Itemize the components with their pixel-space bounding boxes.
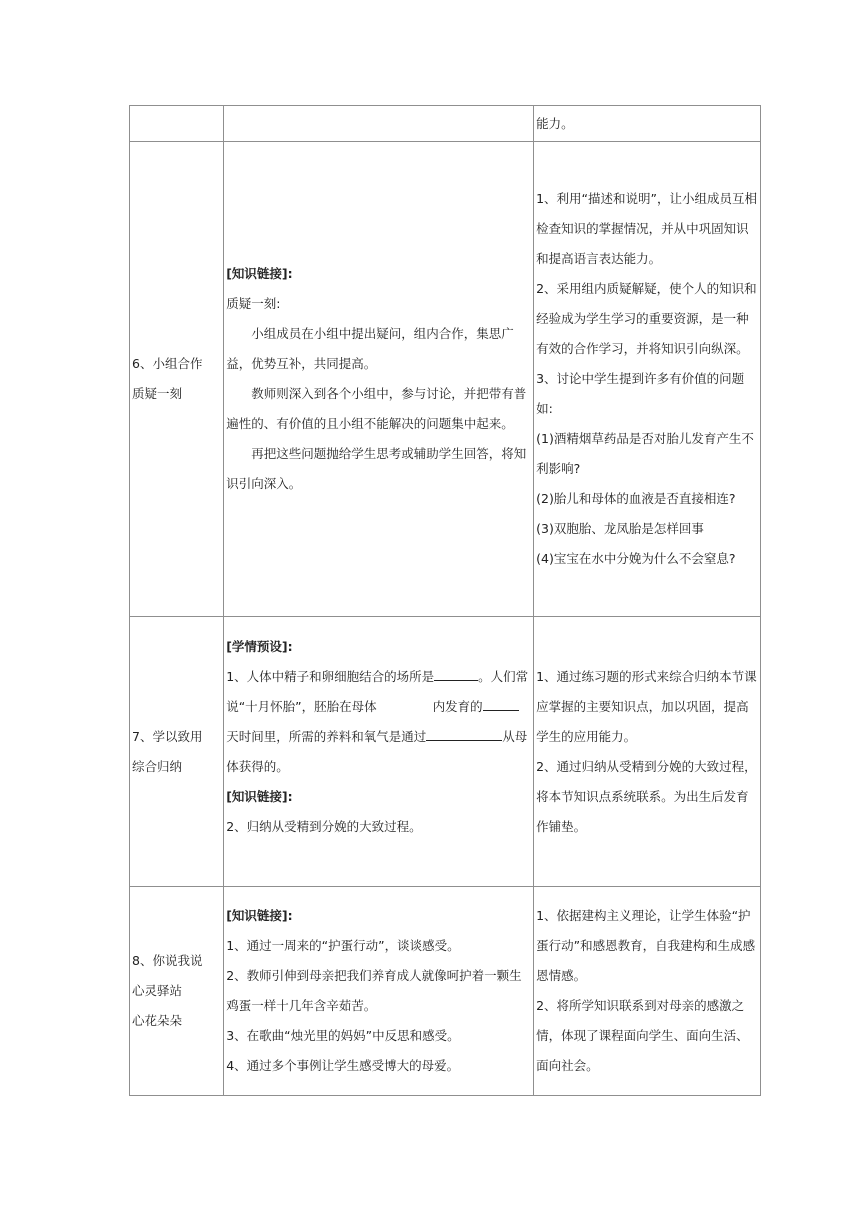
intent-line: 1、利用“描述和说明”，让小组成员互相检查知识的掌握情况，并从中巩固知识和提高语言表达能力。 (536, 191, 758, 266)
intent-cell (534, 617, 761, 887)
question-text: 1、人体中精子和卵细胞结合的场所是 (226, 668, 435, 684)
spacer-line (226, 842, 531, 872)
lesson-plan-table (129, 105, 761, 1096)
activity-line: 小组成员在小组中提出疑问，组内合作，集思广益，优势互补，共同提高。 (226, 326, 514, 371)
intent-cell (534, 142, 761, 617)
table-row (130, 887, 761, 1096)
intent-line: 1、通过练习题的形式来综合归纳本节课应掌握的主要知识点，加以巩固，提高学生的应用能力。 (536, 668, 757, 744)
question-text: 从母体获得的。 (226, 728, 528, 774)
activity-line: 2、教师引伸到母亲把我们养育成人就像呵护着一颗生鸡蛋一样十几年含辛茹苦。 (226, 968, 522, 1013)
fill-blank (426, 727, 502, 741)
intent-line: (2)胎儿和母体的血液是否直接相连? (536, 491, 736, 506)
intent-line: 2、将所学知识联系到对母亲的感激之情，体现了课程面向学生、面向生活、面向社会。 (536, 998, 749, 1073)
stage-cell (130, 106, 224, 142)
stage-label: 心灵驿站 (132, 983, 183, 998)
knowledge-link-heading: [知识链接]: (226, 266, 293, 281)
activity-cell (224, 617, 534, 887)
activity-line: 教师则深入到各个小组中，参与讨论，并把带有普遍性的、有价值的且小组不能解决的问题集中起来。 (226, 386, 527, 431)
activity-line: 1、通过一周来的“护蛋行动”，谈谈感受。 (226, 938, 460, 953)
table-row (130, 142, 761, 617)
question-text: 天时间里，所需的养料和氧气是通过 (226, 728, 427, 744)
intent-line: (3)双胞胎、龙凤胎是怎样回事 (536, 521, 704, 536)
intent-line: (1)酒精烟草药品是否对胎儿发育产生不利影响? (536, 431, 754, 476)
activity-cell (224, 142, 534, 617)
stage-label: 7、学以致用 (132, 728, 203, 744)
activity-line: 再把这些问题抛给学生思考或辅助学生回答，将知识引向深入。 (226, 446, 527, 491)
learning-preset-heading: [学情预设]: (226, 638, 293, 654)
intent-line: 2、通过归纳从受精到分娩的大致过程，将本节知识点系统联系。为出生后发育作铺垫。 (536, 758, 757, 834)
table-row (130, 106, 761, 142)
table-row (130, 617, 761, 887)
stage-cell (130, 887, 224, 1096)
intent-line: 2、采用组内质疑解疑，使个人的知识和经验成为学生学习的重要资源，是一种有效的合作学习，并将知识引向纵深。 (536, 281, 757, 356)
stage-cell (130, 617, 224, 887)
stage-label: 8、你说我说 (132, 953, 203, 968)
exercise-question (226, 662, 531, 782)
intent-line: 3、讨论中学生提到许多有价值的问题如: (536, 371, 745, 416)
question-text: 内发育的 (432, 698, 483, 714)
activity-cell (224, 887, 534, 1096)
knowledge-link-heading: [知识链接]: (226, 908, 293, 923)
fill-blank (483, 697, 519, 711)
stage-label: 6、小组合作 (132, 356, 203, 371)
activity-line: 3、在歌曲“烛光里的妈妈”中反思和感受。 (226, 1028, 460, 1043)
stage-label: 综合归纳 (132, 758, 183, 774)
activity-line: 质疑一刻: (226, 296, 281, 311)
intent-line: (4)宝宝在水中分娩为什么不会窒息? (536, 551, 736, 566)
intent-cell (534, 106, 761, 142)
activity-line: 4、通过多个事例让学生感受博大的母爱。 (226, 1058, 460, 1073)
fill-blank (434, 667, 478, 681)
stage-label: 心花朵朵 (132, 1013, 183, 1028)
stage-label: 质疑一刻 (132, 386, 183, 401)
knowledge-link-heading: [知识链接]: (226, 788, 293, 804)
activity-cell (224, 106, 534, 142)
intent-line: 能力。 (536, 115, 574, 131)
activity-line: 2、归纳从受精到分娩的大致过程。 (226, 818, 422, 834)
question-text: 。人们常说“十月怀胎”，胚胎在母体 (226, 668, 529, 714)
intent-cell (534, 887, 761, 1096)
intent-line: 1、依据建构主义理论，让学生体验“护蛋行动”和感恩教育，自我建构和生成感恩情感。 (536, 908, 756, 983)
stage-cell (130, 142, 224, 617)
